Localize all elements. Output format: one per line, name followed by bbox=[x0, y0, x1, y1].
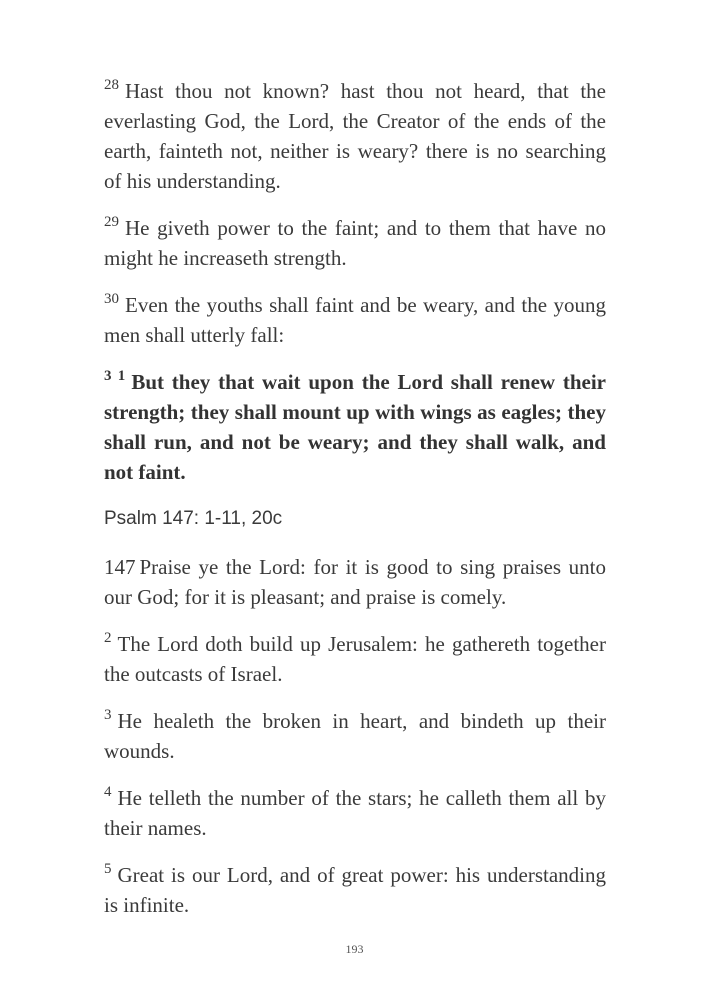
verse-number: 4 bbox=[104, 784, 112, 800]
verse-number: 3 1 bbox=[104, 368, 126, 384]
page-number: 193 bbox=[345, 942, 364, 956]
verse-text: He healeth the broken in heart, and bindeth up their wounds. bbox=[104, 709, 606, 763]
psalm-verse-5 bbox=[104, 860, 606, 920]
verse-number: 29 bbox=[104, 214, 119, 230]
verse-text: Hast thou not known? hast thou not heard, that the everlasting God, the Lord, the Creator of the ends of the earth, fainteth not, neither is weary? there is no searching of his understanding. bbox=[104, 79, 606, 193]
verse-number: 30 bbox=[104, 291, 119, 307]
verse-text: But they that wait upon the Lord shall renew their strength; they shall mount up with wings as eagles; they shall run, and not be weary; and they shall walk, and not faint. bbox=[104, 370, 607, 484]
verse-number: 5 bbox=[104, 861, 112, 877]
verse-number: 147 bbox=[104, 555, 136, 579]
psalm-verse-1 bbox=[104, 552, 606, 612]
verse-text: He telleth the number of the stars; he calleth them all by their names. bbox=[104, 786, 606, 840]
verse-number: 2 bbox=[104, 630, 112, 646]
psalm-verse-3 bbox=[104, 706, 606, 766]
verse-text: Praise ye the Lord: for it is good to sing praises unto our God; for it is pleasant; and praise is comely. bbox=[104, 555, 606, 609]
verse-30 bbox=[104, 290, 606, 350]
verse-31 bbox=[104, 367, 606, 487]
verse-text: Great is our Lord, and of great power: his understanding is infinite. bbox=[104, 863, 606, 917]
verse-29 bbox=[104, 213, 606, 273]
verse-28 bbox=[104, 76, 606, 196]
psalm-verse-2 bbox=[104, 629, 606, 689]
verse-text: The Lord doth build up Jerusalem: he gathereth together the outcasts of Israel. bbox=[104, 632, 606, 686]
verse-text: Even the youths shall faint and be weary, and the young men shall utterly fall: bbox=[104, 293, 606, 347]
verse-text: He giveth power to the faint; and to them that have no might he increaseth strength. bbox=[104, 216, 606, 270]
psalm-verse-4 bbox=[104, 783, 606, 843]
verse-number: 28 bbox=[104, 77, 119, 93]
document-body bbox=[104, 76, 606, 937]
psalm-heading: Psalm 147: 1-11, 20c bbox=[104, 508, 283, 529]
verse-number: 3 bbox=[104, 707, 112, 723]
